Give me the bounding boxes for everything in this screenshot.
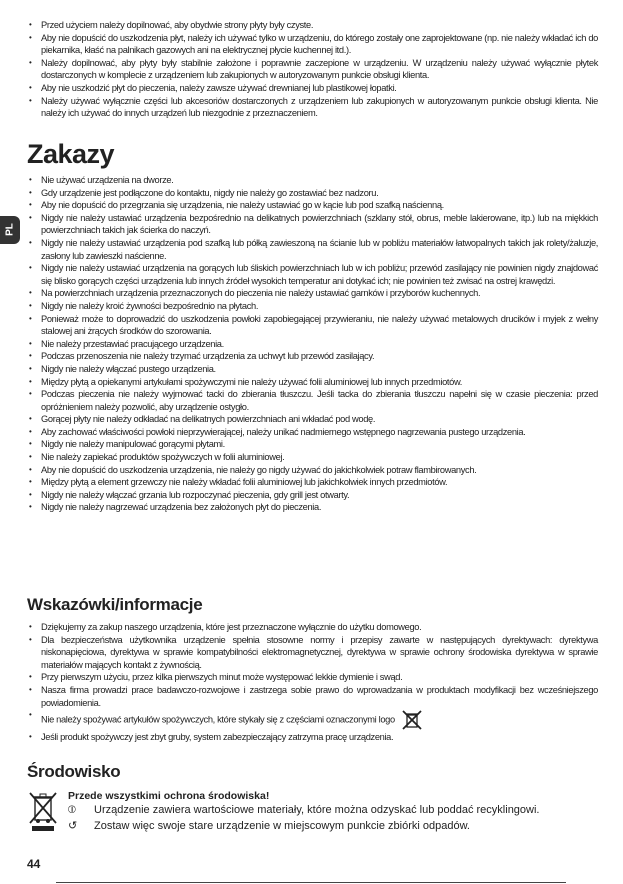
crossed-bin-icon — [28, 790, 58, 832]
list-item — [28, 709, 598, 731]
zakazy-heading: Zakazy — [27, 139, 115, 169]
list-item: • Dziękujemy za zakup naszego urządzenia, które jest przeznaczone wyłącznie do użytku domowego. — [28, 621, 598, 634]
list-item: • Między płytą a opiekanymi artykułami spożywczymi nie należy używać folii aluminiowej lub innych przedmiotów. — [28, 376, 598, 389]
environment-line-2-text: Zostaw więc swoje stare urządzenie w miejscowym punkcie zbiórki odpadów. — [94, 820, 470, 832]
list-item: • Przed użyciem należy dopilnować, aby obydwie strony płyty były czyste. — [28, 19, 598, 32]
list-item: • Nigdy nie należy ustawiać urządzenia bezpośrednio na delikatnych powierzchniach (szklany stół, obrus, meble lakierowane, itp.) lub na miękkich powierzchniach takich jak ścierka do naczyń. — [28, 212, 598, 237]
footer-rule — [56, 882, 566, 883]
return-arrow-icon: ↺ — [68, 820, 78, 832]
no-food-contact-icon — [401, 709, 423, 731]
list-item: • Nie używać urządzenia na dworze. — [28, 174, 598, 187]
list-item: • Przy pierwszym użyciu, przez kilka pierwszych minut może występować lekkie dymienie i swąd. — [28, 671, 598, 684]
list-item: • Należy dopilnować, aby płyty były stabilnie założone i poprawnie zaczepione w urządzeniu. W urządzeniu należy używać wyłącznie płytek dostarczonych w komplecie z urządzeniem lub zakupionych w autoryzowanym punkcie obsługi klienta. — [28, 57, 598, 82]
list-item: • Nigdy nie należy kroić żywności bezpośrednio na płytach. — [28, 300, 598, 313]
list-item: • Nigdy nie należy ustawiać urządzenia na gorących lub śliskich powierzchniach lub w ich pobliżu; przewód zasilający nie powinien nigdy znajdować się blisko gorących części urządzenia lub innych źródeł wysokich temperatur ani dotykać ich; nie powinien też zwisać na ostrej krawędzi. — [28, 262, 598, 287]
list-item: • Podczas przenoszenia nie należy trzymać urządzenia za uchwyt lub przewód zasilający. — [28, 350, 598, 363]
list-item: • Jeśli produkt spożywczy jest zbyt gruby, system zabezpieczający zatrzyma pracę urządzenia. — [28, 731, 598, 744]
list-item: • Podczas pieczenia nie należy wyjmować tacki do zbierania tłuszczu. Jeśli tacka do zbierania tłuszczu napełni się w czasie pieczenia: przed opróżnieniem należy pozwolić, aby urządzenie ostygło. — [28, 388, 598, 413]
list-item: • Nigdy nie należy manipulować gorącymi płytami. — [28, 438, 598, 451]
logo-sentence: Nie należy spożywać artykułów spożywczych, które stykały się z częściami oznaczonymi logo — [41, 714, 395, 725]
list-item: • Nie należy zapiekać produktów spożywczych w folii aluminiowej. — [28, 451, 598, 464]
environment-line-2 — [68, 819, 470, 832]
language-tab — [0, 216, 20, 244]
safety-list-top — [28, 19, 598, 120]
list-item: • Aby zachować właściwości powłoki nieprzywierającej, należy unikać nadmiernego wstępnego nagrzewania pustego urządzenia. — [28, 426, 598, 439]
environment-line-1-text: Urządzenie zawiera wartościowe materiały, które można odzyskać lub poddać recyklingowi. — [94, 804, 540, 816]
environment-line-1 — [68, 804, 540, 817]
zakazy-list — [28, 174, 598, 514]
list-item: • Aby nie uszkodzić płyt do pieczenia, należy zawsze używać drewnianej lub plastikowej łopatki. — [28, 82, 598, 95]
list-item: • Między płytą a element grzewczy nie należy wkładać folii aluminiowej lub jakichkolwiek innych przedmiotów. — [28, 476, 598, 489]
list-item: • Nie należy przestawiać pracującego urządzenia. — [28, 338, 598, 351]
wskazowki-list — [28, 621, 598, 744]
list-item: • Należy używać wyłącznie części lub akcesoriów dostarczonych z urządzeniem lub zakupionych w autoryzowanym punkcie obsługi klienta. Nie należy ich używać do innych urządzeń lub niezgodnie z przeznaczeniem. — [28, 95, 598, 120]
list-item: • Aby nie dopuścić do przegrzania się urządzenia, nie należy ustawiać go w kącie lub pod szafką naścienną. — [28, 199, 598, 212]
recycle-info-icon: ⦶ — [68, 804, 76, 816]
wskazowki-heading: Wskazówki/informacje — [27, 595, 203, 614]
list-item: • Na powierzchniach urządzenia przeznaczonych do pieczenia nie należy ustawiać garnków i przyborów kuchennych. — [28, 287, 598, 300]
list-item: • Gorącej płyty nie należy odkładać na delikatnych powierzchniach ani wkładać pod wodę. — [28, 413, 598, 426]
srodowisko-heading: Środowisko — [27, 762, 121, 781]
list-item: • Aby nie dopuścić do uszkodzenia płyt, należy ich używać tylko w urządzeniu, do którego zostały one zaprojektowane (np. nie należy wkładać ich do piekarnika, kłaść na palnikach gazowych ani na elektrycznej płycie kuchennej itd.). — [28, 32, 598, 57]
environment-headline: Przede wszystkimi ochrona środowiska! — [68, 790, 270, 802]
list-item: • Dla bezpieczeństwa użytkownika urządzenie spełnia stosowne normy i przepisy zawarte w następujących dyrektywach: dyrektywa niskonapięciowa, dyrektywa w sprawie kompatybilności elektromagnetycznej, dyrektywa w sprawie ochrony środowiska dyrektywa w sprawie materiałów mających kontakt z żywnością. — [28, 634, 598, 672]
list-item: • Nasza firma prowadzi prace badawczo-rozwojowe i zastrzega sobie prawo do wprowadzania w produktach modyfikacji bez wcześniejszego powiadomienia. — [28, 684, 598, 709]
list-item: • Gdy urządzenie jest podłączone do kontaktu, nigdy nie należy go zostawiać bez nadzoru. — [28, 187, 598, 200]
page-number: 44 — [27, 857, 41, 871]
list-item: • Aby nie dopuścić do uszkodzenia urządzenia, nie należy go nigdy używać do jakichkolwiek potraw flambirowanych. — [28, 464, 598, 477]
language-tab-label: PL — [4, 223, 16, 236]
list-item: • Nigdy nie należy włączać grzania lub rozpoczynać pieczenia, gdy grill jest otwarty. — [28, 489, 598, 502]
list-item: • Nigdy nie należy włączać pustego urządzenia. — [28, 363, 598, 376]
list-item: • Nigdy nie należy ustawiać urządzenia pod szafką lub półką zawieszoną na ścianie lub w pobliżu materiałów łatwopalnych takich jak rolety/żaluzje, zasłony lub zawieszki naścienne. — [28, 237, 598, 262]
list-item: • Ponieważ może to doprowadzić do uszkodzenia powłoki zapobiegającej przywieraniu, nie należy używać metalowych drucików i myjek z wełny stalowej ani żrących środków do szorowania. — [28, 313, 598, 338]
list-item: • Nigdy nie należy nagrzewać urządzenia bez założonych płyt do pieczenia. — [28, 501, 598, 514]
